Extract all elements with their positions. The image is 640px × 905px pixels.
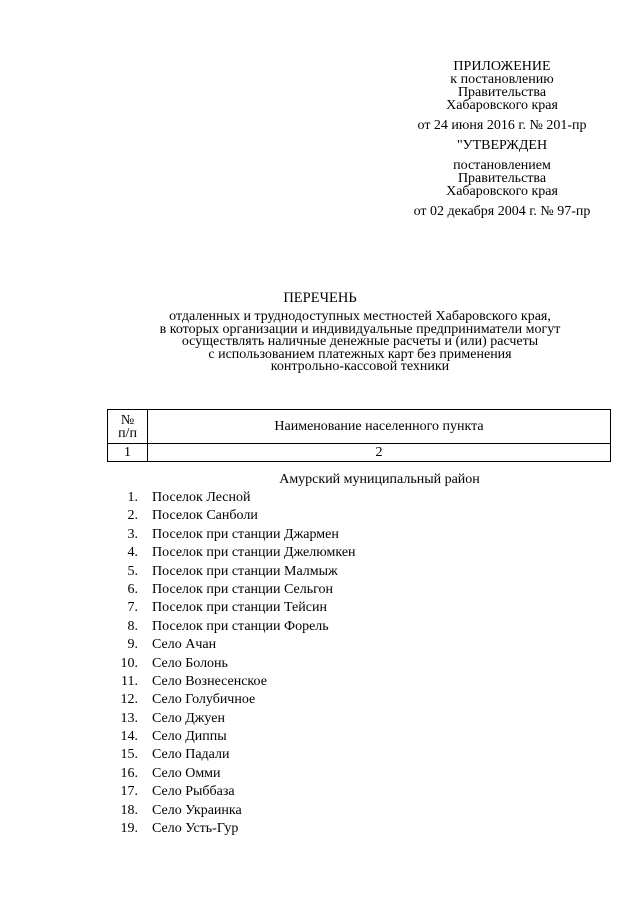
item-name: Село Украинка bbox=[152, 802, 242, 818]
list-item bbox=[105, 673, 356, 691]
approved-line: постановлением bbox=[453, 158, 551, 173]
item-number: 1. bbox=[127, 490, 138, 505]
document-title: ПЕРЕЧЕНЬ bbox=[283, 290, 357, 306]
list-item bbox=[105, 507, 356, 525]
annex-block bbox=[392, 60, 612, 218]
list-item bbox=[105, 691, 356, 709]
annex-line: Правительства bbox=[457, 85, 547, 100]
document-subtitle bbox=[100, 311, 620, 374]
item-number: 2. bbox=[127, 508, 138, 524]
list-item bbox=[105, 489, 356, 507]
item-name: Село Ачан bbox=[152, 637, 217, 653]
item-number: 9. bbox=[127, 637, 138, 653]
item-number: 4. bbox=[127, 545, 138, 561]
item-number: 10. bbox=[120, 655, 138, 671]
approved-date: от 02 декабря 2004 г. № 97-пр bbox=[413, 204, 591, 219]
list-item bbox=[105, 802, 356, 820]
subtitle-line: в которых организации и индивидуальные предприниматели могут bbox=[159, 321, 561, 337]
item-number: 17. bbox=[120, 784, 138, 800]
list-item bbox=[105, 618, 356, 636]
header-table bbox=[107, 409, 611, 462]
item-name: Поселок Санболи bbox=[152, 508, 258, 524]
item-name: Поселок при станции Тейсин bbox=[152, 600, 327, 616]
approved-line: Правительства bbox=[457, 171, 547, 186]
item-number: 7. bbox=[127, 600, 138, 616]
list-item bbox=[105, 783, 356, 801]
settlement-list bbox=[105, 489, 356, 838]
subtitle-line: отдаленных и труднодоступных местностей Хабаровского края, bbox=[169, 309, 551, 324]
list-item bbox=[105, 710, 356, 728]
list-item bbox=[105, 820, 356, 838]
item-name: Поселок при станции Джармен bbox=[152, 526, 339, 542]
col-name-index: 2 bbox=[148, 444, 611, 462]
item-number: 6. bbox=[127, 581, 138, 597]
item-name: Село Омми bbox=[152, 765, 221, 781]
item-number: 8. bbox=[127, 618, 138, 634]
item-name: Село Усть-Гур bbox=[152, 821, 239, 837]
subtitle-line: осуществлять наличные денежные расчеты и (или) расчеты bbox=[181, 334, 539, 349]
item-number: 16. bbox=[120, 765, 138, 781]
list-item bbox=[105, 655, 356, 673]
item-number: 18. bbox=[120, 802, 138, 818]
col-number-header: № п/п bbox=[108, 410, 148, 444]
list-item bbox=[105, 544, 356, 562]
item-name: Поселок при станции Сельгон bbox=[152, 581, 333, 597]
list-item bbox=[105, 563, 356, 581]
item-name: Село Болонь bbox=[152, 655, 228, 671]
item-name: Село Диппы bbox=[152, 729, 227, 745]
item-name: Поселок при станции Малмыж bbox=[152, 563, 338, 579]
annex-date: от 24 июня 2016 г. № 201-пр bbox=[417, 118, 587, 133]
approved-heading: "УТВЕРЖДЕН bbox=[456, 138, 548, 153]
item-number: 5. bbox=[127, 563, 138, 579]
item-name: Село Рыббаза bbox=[152, 784, 235, 800]
list-item bbox=[105, 728, 356, 746]
item-number: 14. bbox=[120, 729, 138, 745]
item-name: Поселок Лесной bbox=[152, 490, 251, 505]
approved-line: Хабаровского края bbox=[446, 184, 558, 199]
item-name: Село Падали bbox=[152, 747, 230, 763]
item-number: 11. bbox=[121, 673, 138, 689]
list-item bbox=[105, 581, 356, 599]
list-item bbox=[105, 765, 356, 783]
item-number: 3. bbox=[127, 526, 138, 542]
col-number-index: 1 bbox=[108, 444, 148, 462]
item-number: 12. bbox=[120, 692, 138, 708]
item-name: Село Джуен bbox=[152, 710, 225, 726]
annex-line: к постановлению bbox=[450, 72, 554, 87]
item-name: Село Вознесенское bbox=[152, 673, 267, 689]
header-row bbox=[108, 410, 611, 444]
col-name-header: Наименование населенного пункта bbox=[148, 410, 611, 444]
annex-line: Хабаровского края bbox=[446, 98, 558, 113]
annex-heading: ПРИЛОЖЕНИЕ bbox=[453, 59, 551, 74]
item-number: 19. bbox=[120, 821, 138, 837]
item-number: 13. bbox=[120, 710, 138, 726]
item-name: Поселок при станции Форель bbox=[152, 618, 329, 634]
list-item bbox=[105, 599, 356, 617]
subtitle-line: с использованием платежных карт без применения bbox=[208, 346, 512, 362]
district-heading: Амурский муниципальный район bbox=[279, 472, 480, 487]
list-item bbox=[105, 526, 356, 544]
item-number: 15. bbox=[120, 747, 138, 763]
item-name: Село Голубичное bbox=[152, 692, 256, 708]
list-item bbox=[105, 636, 356, 654]
subtitle-line: контрольно-кассовой техники bbox=[270, 359, 450, 374]
item-name: Поселок при станции Джелюмкен bbox=[152, 545, 356, 561]
list-item bbox=[105, 746, 356, 764]
column-numbers-row bbox=[108, 444, 611, 462]
